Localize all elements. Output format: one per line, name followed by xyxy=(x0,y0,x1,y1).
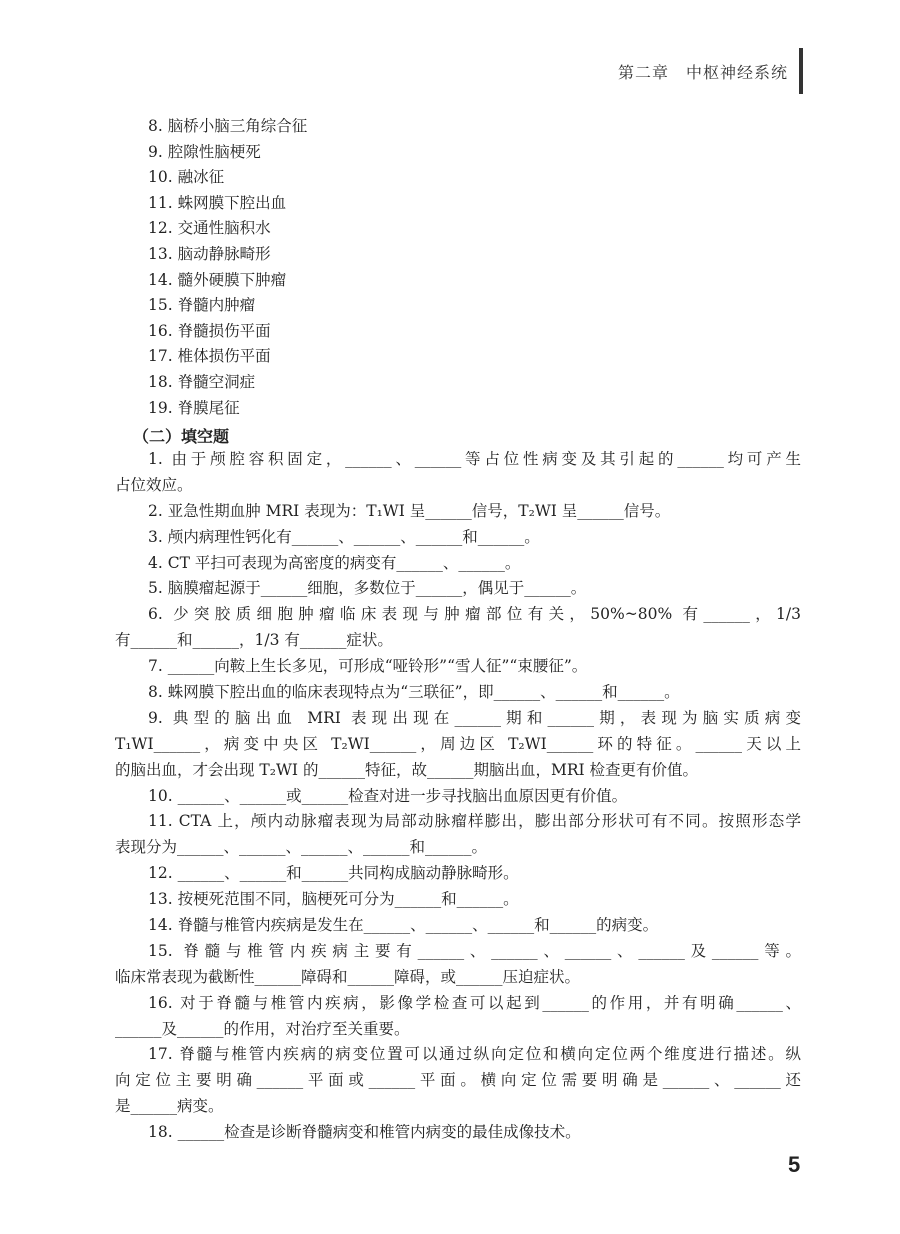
term-item: 12. 交通性脑积水 xyxy=(148,219,271,238)
question-line: 的脑出血，才会出现 T₂WI 的______特征，故______期脑出血，MRI 检查更有价值。 xyxy=(115,760,699,779)
question-item xyxy=(115,991,801,1043)
term-item: 15. 脊髓内肿瘤 xyxy=(148,296,256,315)
question-line: 11. CTA 上，颅内动脉瘤表现为局部动脉瘤样膨出，膨出部分形状可有不同。按照形态学 xyxy=(148,812,801,831)
term-item: 11. 蛛网膜下腔出血 xyxy=(148,193,287,212)
question-item xyxy=(115,602,801,654)
term-item: 10. 融冰征 xyxy=(148,168,225,187)
question-line: 6. 少突胶质细胞肿瘤临床表现与肿瘤部位有关，50%~80% 有______，1/3 xyxy=(148,605,801,624)
question-item xyxy=(115,525,801,551)
header-divider xyxy=(799,48,803,94)
question-line: 17. 脊髓与椎管内疾病的病变位置可以通过纵向定位和横向定位两个维度进行描述。纵 xyxy=(148,1045,801,1064)
question-line: 18. ______检查是诊断脊髓病变和椎管内病变的最佳成像技术。 xyxy=(148,1123,581,1142)
question-line: 13. 按梗死范围不同，脑梗死可分为______和______。 xyxy=(148,890,519,909)
question-line: 向定位主要明确______平面或______平面。横向定位需要明确是______、______还 xyxy=(115,1071,801,1090)
question-line: 16. 对于脊髓与椎管内疾病，影像学检查可以起到______的作用，并有明确______、 xyxy=(148,993,801,1012)
question-line: 9. 典型的脑出血 MRI 表现出现在______期和______期，表现为脑实质病变 xyxy=(148,708,801,727)
term-item: 16. 脊髓损伤平面 xyxy=(148,321,271,340)
question-item xyxy=(115,654,801,680)
term-item: 13. 脑动静脉畸形 xyxy=(148,244,271,263)
question-item xyxy=(115,706,801,784)
question-item xyxy=(115,809,801,861)
question-item xyxy=(115,861,801,887)
question-line: ______及______的作用，对治疗至关重要。 xyxy=(115,1019,410,1038)
question-line: 7. ______向鞍上生长多见，可形成“哑铃形”“雪人征”“束腰征”。 xyxy=(148,657,588,676)
question-line: 2. 亚急性期血肿 MRI 表现为：T₁WI 呈______信号，T₂WI 呈______信号。 xyxy=(148,501,671,520)
question-line: 12. ______、______和______共同构成脑动静脉畸形。 xyxy=(148,864,519,883)
question-item xyxy=(115,447,801,499)
section-title: （二）填空题 xyxy=(133,427,230,446)
term-item: 18. 脊髓空洞症 xyxy=(148,372,256,391)
question-line: 5. 脑膜瘤起源于______细胞，多数位于______，偶见于______。 xyxy=(148,579,587,598)
question-item xyxy=(115,887,801,913)
question-line: 临床常表现为截断性______障碍和______障碍，或______压迫症状。 xyxy=(115,967,581,986)
question-item xyxy=(115,784,801,810)
question-item xyxy=(115,1120,801,1146)
question-item xyxy=(115,551,801,577)
term-item: 9. 腔隙性脑梗死 xyxy=(148,142,261,161)
question-line: 4. CT 平扫可表现为高密度的病变有______、______。 xyxy=(148,553,521,572)
question-line: 15. 脊髓与椎管内疾病主要有______、______、______、______及______等。 xyxy=(148,941,801,960)
term-list xyxy=(148,114,307,421)
question-line: 1. 由于颅腔容积固定，______、______等占位性病变及其引起的______均可产生 xyxy=(148,450,801,468)
chapter-header: 第二章 中枢神经系统 xyxy=(617,63,788,82)
question-line: T₁WI______，病变中央区 T₂WI______，周边区 T₂WI______环的特征。______天以上 xyxy=(115,734,801,753)
question-line: 是______病变。 xyxy=(115,1097,224,1116)
question-line: 14. 脊髓与椎管内疾病是发生在______、______、______和______的病变。 xyxy=(148,916,659,935)
question-item xyxy=(115,576,801,602)
question-line: 占位效应。 xyxy=(115,475,193,494)
question-item xyxy=(115,680,801,706)
page-number: 5 xyxy=(788,1152,801,1177)
term-item: 19. 脊膜尾征 xyxy=(148,398,240,417)
question-item xyxy=(115,939,801,991)
term-item: 8. 脑桥小脑三角综合征 xyxy=(148,117,308,135)
question-line: 有______和______，1/3 有______症状。 xyxy=(115,631,393,650)
term-item: 17. 椎体损伤平面 xyxy=(148,347,271,366)
term-item: 14. 髓外硬膜下肿瘤 xyxy=(148,270,287,289)
question-line: 表现分为______、______、______、______和______。 xyxy=(115,838,488,857)
question-item xyxy=(115,913,801,939)
question-item xyxy=(115,499,801,525)
question-line: 10. ______、______或______检查对进一步寻找脑出血原因更有价值。 xyxy=(148,786,628,805)
question-list xyxy=(115,447,801,1146)
question-item xyxy=(115,1042,801,1120)
question-line: 3. 颅内病理性钙化有______、______、______和______。 xyxy=(148,527,540,546)
question-line: 8. 蛛网膜下腔出血的临床表现特点为“三联征”，即______、______和______。 xyxy=(148,683,680,702)
